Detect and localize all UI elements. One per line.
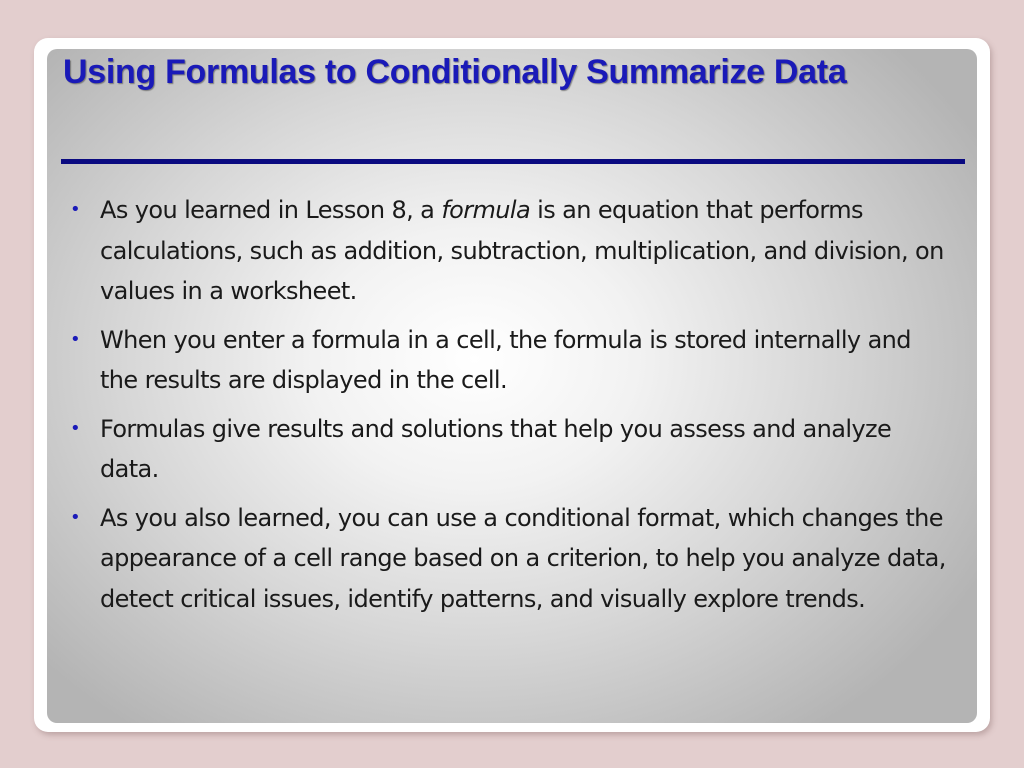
bullet-item-formula-results <box>67 409 947 490</box>
bullet-term-formula: formula <box>441 196 531 224</box>
bullet-marker: • <box>70 199 81 220</box>
bullet-marker: • <box>70 417 81 439</box>
bullet-item-formula-definition <box>67 190 947 312</box>
bullet-marker: • <box>70 328 81 350</box>
bullet-text: As you also learned, you can use a conditional format, which changes the appearance of a cell range based on a criterion, to help you analyze data, detect critical issues, identify patterns, and visually explore trends. <box>100 503 946 613</box>
slide-content-panel <box>47 49 977 723</box>
bullet-marker: • <box>70 506 81 528</box>
bullet-item-conditional-format <box>67 498 947 620</box>
bullet-text-intro: As you learned in Lesson 8, a <box>100 196 442 224</box>
bullet-text: Formulas give results and solutions that help you assess and analyze data. <box>100 414 892 483</box>
bullet-text-definition: is an equation that performs calculations, such as addition, subtraction, multiplication, and division, on values in a worksheet. <box>100 196 944 305</box>
bullet-text: When you enter a formula in a cell, the formula is stored internally and the results are displayed in the cell. <box>100 325 911 394</box>
title-divider <box>61 159 965 164</box>
slide-title: Using Formulas to Conditionally Summarize Data <box>63 53 847 91</box>
bullet-item-formula-storage <box>67 320 947 401</box>
bullet-list <box>67 190 947 627</box>
